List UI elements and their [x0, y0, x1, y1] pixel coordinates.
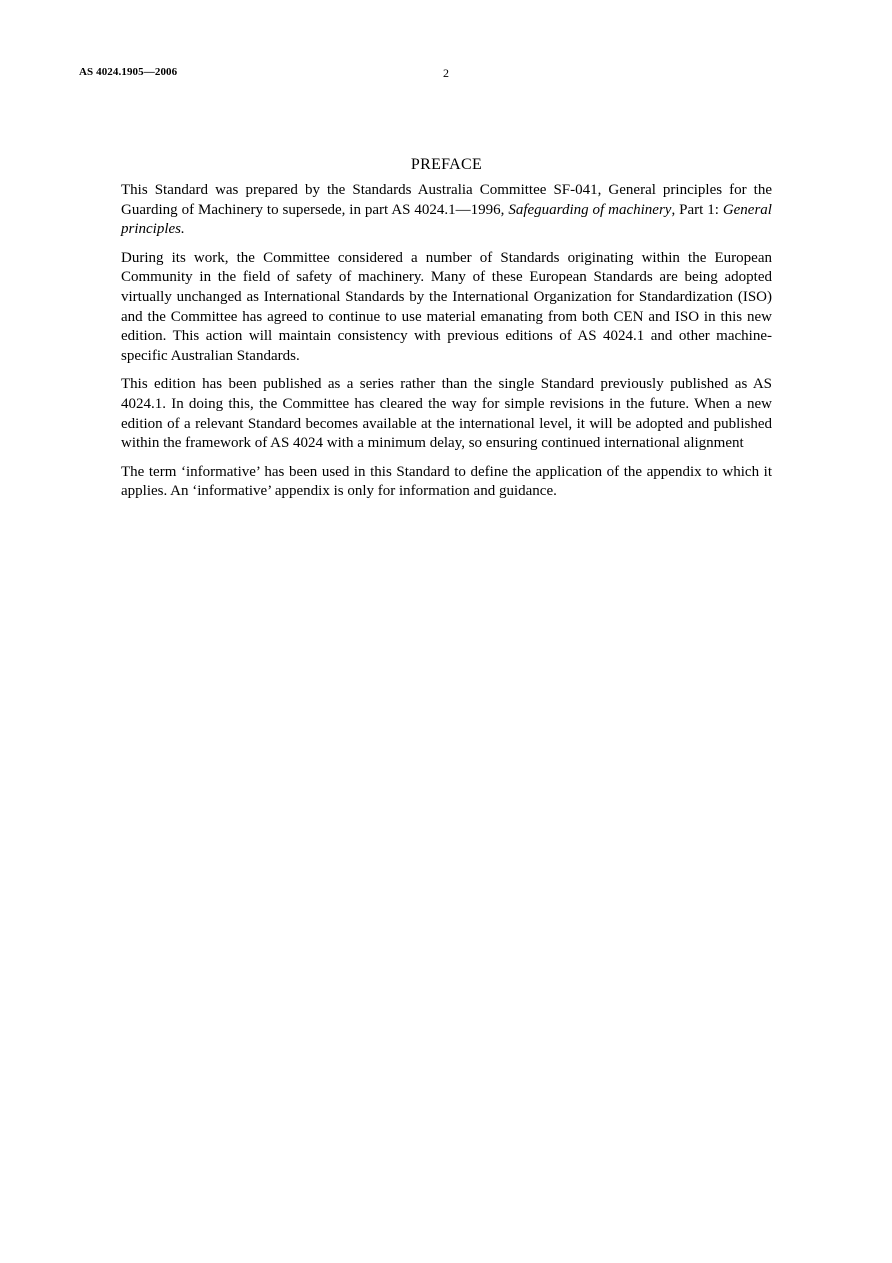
part-title: General principles. — [121, 201, 772, 238]
paragraph-text: This Standard was prepared by the Standards Australia Committee SF-041, General principles for the Guarding of Machinery to supersede, in part AS 4024.1—1996, — [121, 182, 772, 218]
preface-section — [121, 156, 772, 511]
document-identifier: AS 4024.1905—2006 — [79, 66, 178, 78]
paragraph-series-edition: This edition has been published as a series rather than the single Standard previously published as AS 4024.1. In doing this, the Committee has cleared the way for simple revisions in the future. When a new edition of a relevant Standard becomes available at the international level, it will be adopted and published within the framework of AS 4024 with a minimum delay, so ensuring continued international alignment — [121, 376, 772, 452]
paragraph-european-standards: During its work, the Committee considered a number of Standards originating within the European Community in the field of safety of machinery. Many of these European Standards are being adopted virtually unchanged as International Standards by the International Organization for Standardization (ISO) and the Committee has agreed to continue to use material emanating from both CEN and ISO in this new edition. This action will maintain consistency with previous editions of AS 4024.1 and other machine-specific Australian Standards. — [121, 249, 772, 364]
paragraph-committee — [121, 181, 772, 240]
page-header — [79, 66, 819, 84]
section-title: PREFACE — [410, 156, 483, 173]
page-number: 2 — [443, 66, 449, 80]
paragraph-text: , Part 1: — [671, 201, 723, 218]
paragraph-informative-term: The term ‘informative’ has been used in this Standard to define the application of the appendix to which it applies. An ‘informative’ appendix is only for information and guidance. — [121, 463, 772, 500]
publication-title: Safeguarding of machinery — [508, 201, 672, 218]
